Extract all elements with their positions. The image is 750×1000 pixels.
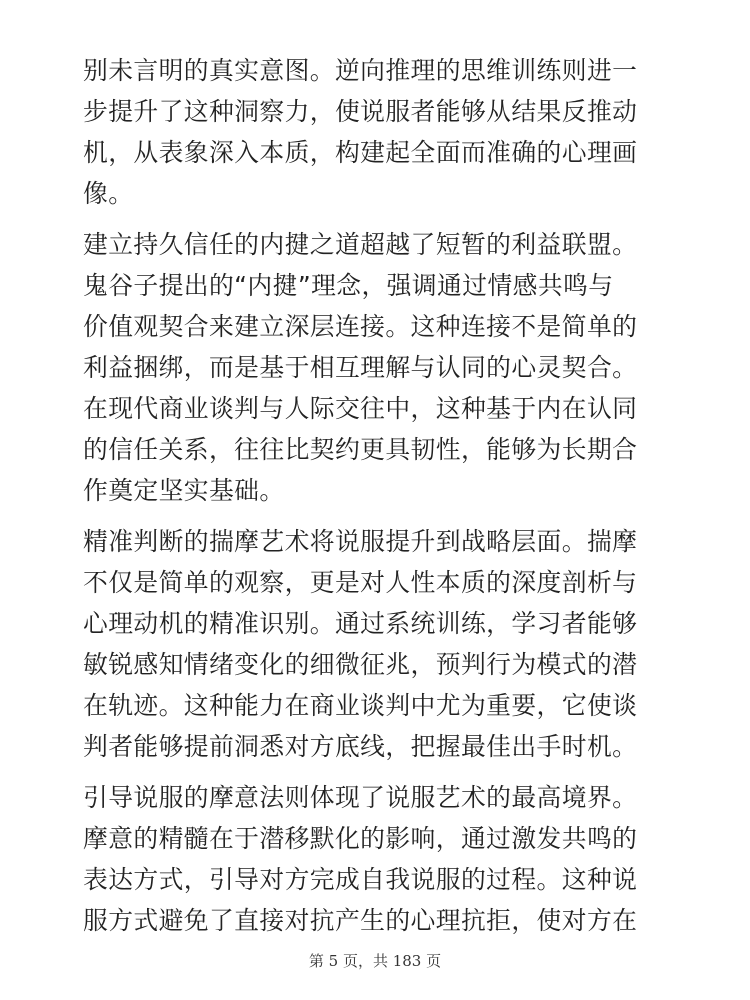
- paragraph-4: [83, 777, 683, 941]
- text-line: 利益捆绑，而是基于相互理解与认同的心灵契合。: [83, 353, 638, 382]
- text-line: 引导说服的摩意法则体现了说服艺术的最高境界。: [83, 783, 638, 812]
- text-line: 表达方式，引导对方完成自我说服的过程。这种说: [83, 865, 638, 894]
- text-line: 敏锐感知情绪变化的细微征兆，预判行为模式的潜: [83, 650, 638, 679]
- text-line: 心理动机的精准识别。通过系统训练，学习者能够: [83, 609, 638, 638]
- paragraph-2: [83, 224, 683, 511]
- text-line: 摩意的精髓在于潜移默化的影响，通过激发共鸣的: [83, 824, 638, 853]
- text-line: 在轨迹。这种能力在商业谈判中尤为重要，它使谈: [83, 691, 638, 720]
- text-line: 作奠定坚实基础。: [83, 476, 285, 505]
- text-line: 服方式避免了直接对抗产生的心理抗拒，使对方在: [83, 906, 638, 935]
- text-line: 判者能够提前洞悉对方底线，把握最佳出手时机。: [83, 732, 638, 761]
- document-body: [83, 50, 683, 951]
- text-line: 价值观契合来建立深层连接。这种连接不是简单的: [83, 312, 638, 341]
- text-line: 别未言明的真实意图。逆向推理的思维训练则进一: [83, 56, 638, 85]
- paragraph-3: [83, 521, 683, 767]
- page-number-footer: 第 5 页，共 183 页: [308, 952, 442, 970]
- text-line: 步提升了这种洞察力，使说服者能够从结果反推动: [83, 97, 638, 126]
- text-line: 建立持久信任的内揵之道超越了短暂的利益联盟。: [83, 230, 638, 259]
- text-line: 像。: [83, 179, 134, 208]
- text-line: 机，从表象深入本质，构建起全面而准确的心理画: [83, 138, 638, 167]
- text-line: 精准判断的揣摩艺术将说服提升到战略层面。揣摩: [83, 527, 638, 556]
- text-line: 的信任关系，往往比契约更具韧性，能够为长期合: [83, 435, 638, 464]
- paragraph-1: [83, 50, 683, 214]
- text-line: 不仅是简单的观察，更是对人性本质的深度剖析与: [83, 568, 638, 597]
- text-line: 鬼谷子提出的“内揵”理念，强调通过情感共鸣与: [83, 271, 614, 300]
- text-line: 在现代商业谈判与人际交往中，这种基于内在认同: [83, 394, 638, 423]
